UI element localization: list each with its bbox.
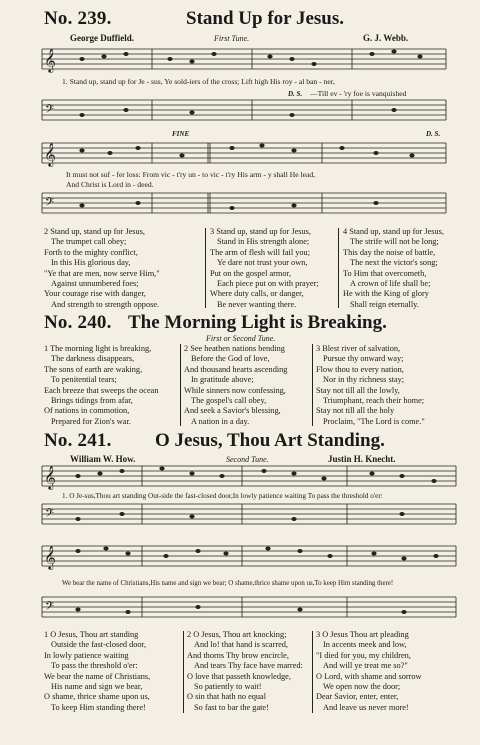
column-divider [180,344,181,426]
hymn-241-composer: Justin H. Knecht. [328,454,396,464]
hymn-241-staff-bass-2 [42,595,456,621]
svg-text:𝄢: 𝄢 [45,601,55,616]
hymn-241-staff-treble-2 [42,542,456,572]
column-divider [338,228,339,308]
hymn-239-ds-bottom: D. S. [426,130,441,138]
hymn-240-tune: First or Second Tune. [206,334,276,343]
hymn-240-number: No. 240. [44,312,112,333]
hymn-241-stanza-3: 3 O Jesus Thou art pleading In accents meek and low, "I died for you, my children, And will ye treat me so?" O Lord, with shame and sorrow We open now the door; Dear Savior, enter, enter, And leave us never more! [316,630,422,712]
hymn-239-staff-treble-1 [42,45,446,77]
hymn-239-lyric-line-1b: —Till ev - 'ry foe is vanquished [310,89,407,98]
hymn-241-author: William W. How. [70,454,136,464]
svg-text:𝄞: 𝄞 [44,50,56,72]
hymn-240-stanza-3: 3 Blest river of salvation, Pursue thy onward way; Flow thou to every nation, Nor in thy richness stay; Stay not till all the lowly, Triumphant, reach their home; Stay not till all the holy Proclaim, "The Lord is come." [316,344,425,426]
hymn-239-stanza-4: 4 Stand up, stand up for Jesus, The strife will not be long; This day the noise of battle, The next the victor's song; To Him that overcometh, A crown of life shall be; He with the King of glory Shall reign eternally. [343,227,444,309]
hymn-240-stanza-2: 2 See heathen nations bending Before the God of love, And thousand hearts ascending In gratitude above; While sinners now confessing, The gospel's call obey, And seek a Savior's blessing, A nation in a day. [184,344,288,426]
svg-text:𝄢: 𝄢 [45,197,55,212]
hymn-241-lyric-line-2: We bear the name of Christians,His name and sign we bear; O shame,thrice shame upon us,To keep Him standing there! [62,580,394,587]
hymn-240-stanza-1: 1 The morning light is breaking, The darkness disappears, The sons of earth are waking, To penitential tears; Each breeze that sweeps the ocean Brings tidings from afar, Of nations in commotion, Prepared for Zion's war. [44,344,159,426]
column-divider [312,344,313,426]
hymn-239-lyric-line-2b: And Christ is Lord in - deed. [66,180,154,189]
svg-text:𝄞: 𝄞 [44,144,56,166]
column-divider [183,631,184,713]
hymn-241-tune: Second Tune. [226,455,269,464]
hymn-241-staff-treble-1 [42,462,456,492]
hymn-239-title: Stand Up for Jesus. [186,8,345,29]
hymn-239-stanza-2: 2 Stand up, stand up for Jesus, The trumpet call obey; Forth to the mighty conflict, In this His glorious day, "Ye that are men, now serve Him," Against unnumbered foes; Your courage rise with danger, And strength to strength oppose. [44,227,160,309]
hymn-239-number: No. 239. [44,8,112,29]
hymn-239-fine: FINE [172,130,190,138]
column-divider [205,228,206,308]
hymn-239-stanza-3: 3 Stand up, stand up for Jesus, Stand in His strength alone; The arm of flesh will fail you; Ye dare not trust your own, Put on the gospel armor, Each piece put on with prayer; Where duty calls, or danger, Be never wanting there. [210,227,319,309]
hymn-241-stanza-1: 1 O Jesus, Thou art standing Outside the fast-closed door, In lowly patience waiting To pass the threshold o'er: We bear the name of Christians, His name and sign we bear, O shame, thrice shame upon us, To keep Him standing there! [44,630,151,712]
hymn-239-staff-bass-2 [42,191,446,217]
hymn-239-tune: First Tune. [214,34,250,43]
svg-text:𝄞: 𝄞 [44,467,56,489]
hymn-239-author: George Duffield. [70,33,134,43]
svg-text:𝄢: 𝄢 [45,104,55,119]
column-divider [312,631,313,713]
svg-text:𝄢: 𝄢 [45,508,55,523]
svg-text:𝄞: 𝄞 [44,547,56,569]
hymn-239-staff-bass-1 [42,98,446,124]
hymn-239-lyric-line-1: 1. Stand up, stand up for Je - sus, Ye sold-iers of the cross; Lift high His roy - al ban - ner, [62,77,335,86]
hymn-239-composer: G. J. Webb. [363,33,409,43]
hymn-241-staff-bass-1 [42,502,456,528]
hymn-241-number: No. 241. [44,430,112,451]
hymn-239-staff-treble-2 [42,139,446,169]
hymn-239-lyric-line-2: It must not suf - fer loss: From vic - t'ry un - to vic - t'ry His arm - y shall He lead, [66,170,316,179]
hymn-241-lyric-line-1: 1. O Je-sus,Thou art standing Out-side the fast-closed door,In lowly patience waiting To pass the threshold o'er: [62,492,383,500]
hymn-241-stanza-2: 2 O Jesus, Thou art knocking; And lo! that hand is scarred, And thorns Thy brow encircle, And tears Thy face have marred: O love that passeth knowledge, So patiently to wait! O sin that hath no equal So fast to bar the gate! [187,630,303,712]
hymn-239-ds-top: D. S. [288,90,303,98]
hymn-240-title: The Morning Light is Breaking. [128,312,387,333]
hymn-241-title: O Jesus, Thou Art Standing. [155,430,385,451]
